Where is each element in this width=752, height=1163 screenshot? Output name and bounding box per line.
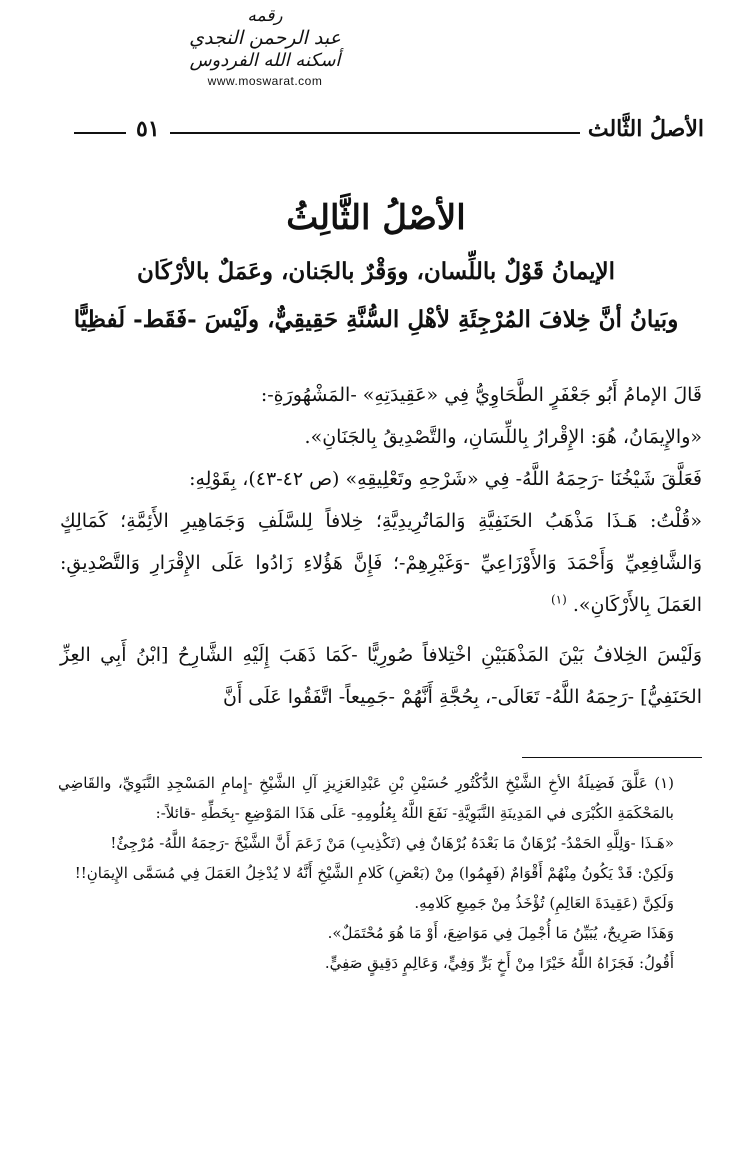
header-dash <box>74 132 126 134</box>
header-rule <box>170 132 580 134</box>
body-text <box>60 374 702 718</box>
page-number: ٥١ <box>136 116 160 142</box>
footnote-reference[interactable]: (١) <box>550 592 567 607</box>
running-header <box>74 102 704 142</box>
stamp-series: أسكنه الله الفردوس <box>189 50 341 71</box>
paragraph-difference: وَلَيْسَ الخِلافُ بَيْنَ المَذْهَبَيْنِ اخْتِلافاً صُورِيًّا -كَمَا ذَهَبَ إِلَيْهِ الشَّارِحُ [ابْنُ أَبِي العِزِّ الحَنَفِيُّ] -رَحِمَهُ اللَّهُ- تَعَالَى-، بِحُجَّةِ أَنَّهُمْ -جَمِيعاً- اتَّفَقُوا عَلَى أَنَّ <box>60 644 702 708</box>
stamp-website: www.moswarat.com <box>207 74 323 88</box>
footnote-1-creed: وَلَكِنَّ (عَقِيدَةَ العَالِمِ) تُؤْخَذُ مِنْ جَمِيعِ كَلامِهِ. <box>414 894 674 912</box>
owner-stamp <box>150 6 380 106</box>
footnote-rule <box>522 757 702 758</box>
stamp-raqm: رقمه <box>247 6 283 26</box>
chapter-subtitle-line-2: وبَيانُ أنَّ خِلافَ المُرْجِئَةِ لأهْلِ السُّنَّةِ حَقِيقِيٌّ، ولَيْسَ -فَقَط- لَفظِيًّا <box>73 306 679 333</box>
paragraph-sheikh-comment: فَعَلَّقَ شَيْخُنَا -رَحِمَهُ اللَّهُ- فِي «شَرْحِهِ وتَعْلِيقِهِ» (ص ٤٢-٤٣)، بِقَوْلِهِ: <box>189 468 702 490</box>
stamp-name: عبد الرحمن النجدي <box>189 27 341 49</box>
footnote-1-but: وَلَكِنْ: قَدْ يَكُونُ مِنْهُمْ أَقْوَامٌ (فَهِمُوا) مِنْ (بَعْضِ) كَلامِ الشَّيْخِ أَنَّهُ لا يُدْخِلُ العَمَلَ فِي مُسَمَّى الإِيمَانِ!! <box>74 864 674 882</box>
footnotes <box>58 768 702 978</box>
paragraph-intro: قَالَ الإمامُ أَبُو جَعْفَرٍ الطَّحَاوِيُّ فِي «عَقِيدَتِهِ» -المَشْهُورَةِ-: <box>260 384 702 406</box>
paragraph-quote-tahawi: «والإِيمَانُ، هُوَ: الإِقْرارُ بِاللِّسَانِ، والتَّصْدِيقُ بِالجَنَانِ». <box>304 426 702 448</box>
running-title: الأصلُ الثَّالث <box>587 116 704 142</box>
footnote-1-clear: وَهَذَا صَرِيحٌ، يُبَيِّنُ مَا أُجْمِلَ فِي مَوَاضِعَ، أَوْ مَا هُوَ مُحْتَمَلٌ». <box>327 924 674 942</box>
footnote-1: (١) عَلَّقَ فَضِيلَةُ الأخِ الشَّيْخِ الدُّكْتُورِ حُسَيْنِ بْنِ عَبْدِالعَزِيزِ آلِ الشَّيْخِ -إِمامِ المَسْجِدِ النَّبَوِيِّ، والقَاضِي بالمَحْكَمَةِ الكُبْرَى في المَدِينَةِ النَّبَوِيَّةِ- نَفَعَ اللَّهُ بِعُلُومِهِ- عَلَى هَذَا المَوْضِعِ -بِخَطِّهِ -قائلاً-: <box>58 774 674 822</box>
chapter-title: الأصْلُ الثَّالِثُ <box>286 198 466 238</box>
footnote-1-closing: أَقُولُ: فَجَزَاهُ اللَّهُ خَيْرًا مِنْ أَخٍ بَرٍّ وَفِيٍّ، وَعَالِمٍ دَقِيقٍ صَفِيٍّ. <box>324 954 674 972</box>
sheikh-quote-text: «قُلْتُ: هَـذَا مَذْهَبُ الحَنَفِيَّةِ وَالمَاتُرِيدِيَّةِ؛ خِلافاً لِلسَّلَفِ وَجَمَاهِيرِ الأَئِمَّةِ؛ كَمَالِكٍ وَالشَّافِعِيِّ وَأَحْمَدَ وَالأَوْزَاعِيِّ -وَغَيْرِهِمْ-؛ فَإِنَّ هَؤُلاءِ زَادُوا عَلَى الإِقْرَارِ وَالتَّصْدِيقِ: العَمَلَ بِالأَرْكَانِ». <box>60 510 702 616</box>
paragraph-sheikh-quote <box>60 500 702 626</box>
chapter-subtitle-line-1: الإيمانُ قَوْلٌ باللِّسان، ووَقْرٌ بالجَنان، وعَمَلٌ بالأرْكَان <box>136 258 616 285</box>
footnote-1-quote: «هَـذَا -وَلِلَّهِ الحَمْدُ- بُرْهَانٌ مَا بَعْدَهُ بُرْهَانٌ فِي (تَكْذِيبِ) مَنْ زَعَمَ أَنَّ الشَّيْخَ -رَحِمَهُ اللَّهُ- مُرْجِئٌ! <box>110 834 674 852</box>
